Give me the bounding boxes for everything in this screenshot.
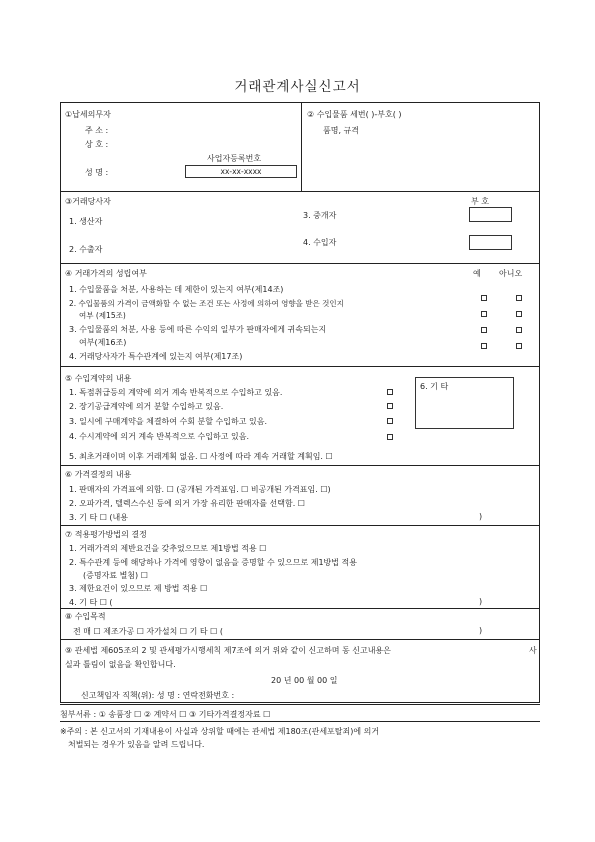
divider: [61, 608, 539, 609]
price-condition-item: 4. 거래당사자가 특수관계에 있는지 여부(제17조): [69, 352, 243, 361]
contract-checkbox[interactable]: [387, 403, 393, 409]
business-number-label: 사업자등록번호: [207, 154, 262, 163]
importer-code-field[interactable]: [469, 235, 512, 250]
price-condition-item: 2. 수입물품의 가격이 금액화할 수 없는 조건 또는 사정에 의하여 영향을 받은 것인지: [69, 299, 344, 308]
address-label: 주 소 :: [85, 126, 109, 135]
contract-checkbox[interactable]: [387, 418, 393, 424]
import-purpose-options: 전 매 ☐ 제조가공 ☐ 자가설치 ☐ 기 타 ☐ (: [73, 627, 223, 636]
declaration-form: [60, 102, 540, 703]
producer-label: 1. 생산자: [69, 217, 103, 226]
name-label: 성 명 :: [85, 168, 109, 177]
price-decision-item: 3. 기 타 ☐ (내용: [69, 513, 129, 522]
closing-paren: ): [479, 626, 483, 635]
contract-checkbox[interactable]: [387, 389, 393, 395]
attachments-bottom-rule: [60, 721, 540, 722]
yes-checkbox[interactable]: [481, 311, 487, 317]
no-column-label: 아니오: [499, 269, 523, 278]
contract-item: 4. 수시계약에 의거 계속 반복적으로 수입하고 있음.: [69, 432, 249, 441]
declaration-statement-end: 사: [529, 646, 537, 655]
valuation-item: 4. 기 타 ☐ (: [69, 598, 113, 607]
importer-label: 4. 수입자: [303, 238, 337, 247]
divider: [61, 366, 539, 367]
broker-label: 3. 중개자: [303, 211, 337, 220]
valuation-item: 2. 특수관계 등에 해당하나 가격에 영향이 없음을 증명할 수 있으므로 제1방법 적용: [69, 558, 357, 567]
no-checkbox[interactable]: [516, 327, 522, 333]
yes-checkbox[interactable]: [481, 295, 487, 301]
warning-note-cont: 처벌되는 경우가 있음을 알려 드립니다.: [68, 740, 205, 749]
code-column-label: 부 호: [471, 197, 489, 206]
no-checkbox[interactable]: [516, 311, 522, 317]
yes-column-label: 예: [473, 269, 481, 278]
company-label: 상 호 :: [85, 140, 109, 149]
other-contract-box[interactable]: [415, 377, 514, 429]
closing-paren: ): [479, 597, 483, 606]
closing-paren: ): [479, 512, 483, 521]
warning-note: ※주의 : 본 신고서의 기재내용이 사실과 상위할 때에는 관세법 제180조(관세포탈죄)에 의거: [60, 727, 380, 736]
section-1-2-divider: [301, 103, 302, 191]
divider: [61, 525, 539, 526]
broker-code-field[interactable]: [469, 207, 512, 222]
no-checkbox[interactable]: [516, 343, 522, 349]
divider: [61, 191, 539, 192]
yes-checkbox[interactable]: [481, 343, 487, 349]
exporter-label: 2. 수출자: [69, 245, 103, 254]
price-condition-item: 여부 (제15조): [79, 311, 126, 320]
valuation-item: (증명자료 별첨) ☐: [83, 571, 148, 580]
yes-checkbox[interactable]: [481, 327, 487, 333]
attachments-line: 첨부서류 : ① 송품장 ☐ ② 계약서 ☐ ③ 기타가격결정자료 ☐: [60, 710, 271, 719]
valuation-item: 1. 거래가격의 제반요건을 갖추었으므로 제1방법 적용 ☐: [69, 544, 267, 553]
reporter-info: 신고책임자 직책(위): 성 명 : 연락전화번호 :: [81, 691, 235, 700]
price-condition-item: 3. 수입물품의 처분, 사용 등에 따른 수익의 일부가 판매자에게 귀속되는지: [69, 325, 327, 334]
price-decision-heading: ⑥ 가격결정의 내용: [65, 470, 132, 479]
valuation-item: 3. 제한요건이 있으므로 제 방법 적용 ☐: [69, 584, 208, 593]
contract-item: 2. 장기공급계약에 의거 분할 수입하고 있음.: [69, 402, 224, 411]
attachments-top-rule: [60, 704, 540, 705]
import-contract-heading: ⑤ 수입계약의 내용: [65, 374, 132, 383]
no-checkbox[interactable]: [516, 295, 522, 301]
contract-item: 1. 독점취급등의 계약에 의거 계속 반복적으로 수입하고 있음.: [69, 388, 283, 397]
price-establishment-heading: ④ 거래가격의 성립여부: [65, 269, 147, 278]
document-title: 거래관계사실신고서: [234, 79, 361, 95]
trading-parties-heading: ③거래당사자: [65, 197, 111, 206]
import-goods-heading: ② 수입물품 세번( )-부호( ): [307, 110, 402, 119]
divider: [61, 465, 539, 466]
price-condition-item: 여부(제16조): [79, 338, 127, 347]
divider: [61, 639, 539, 640]
contract-checkbox[interactable]: [387, 434, 393, 440]
price-decision-item: 1. 판매자의 가격표에 의함. ☐ (공개된 가격표임. ☐ 비공개된 가격표임. ☐): [69, 485, 331, 494]
declaration-statement-cont: 실과 틀림이 없음을 확인합니다.: [65, 660, 176, 669]
taxpayer-heading: ①납세의무자: [65, 110, 111, 119]
contract-item-5: 5. 최초거래이며 이후 거래계획 없음. ☐ 사정에 따라 계속 거래할 계획임. ☐: [69, 452, 333, 461]
divider: [61, 263, 539, 264]
declaration-date: 20 년 00 월 00 일: [271, 676, 338, 685]
valuation-method-heading: ⑦ 적용평가방법의 결정: [65, 530, 147, 539]
contract-item: 3. 일시에 구매계약을 체결하여 수회 분할 수입하고 있음.: [69, 417, 267, 426]
other-contract-label: 6. 기 타: [420, 382, 449, 391]
business-number-field[interactable]: xx-xx-xxxx: [185, 165, 297, 178]
declaration-statement: ⑨ 관세법 제605조의 2 및 관세평가시행세칙 제7조에 의거 위와 같이 신고하며 동 신고내용은: [65, 646, 391, 655]
import-purpose-heading: ⑧ 수입목적: [65, 612, 106, 621]
item-spec-label: 품명, 규격: [323, 126, 359, 135]
price-condition-item: 1. 수입물품을 처분, 사용하는 데 제한이 있는지 여부(제14조): [69, 285, 284, 294]
price-decision-item: 2. 오파가격, 텔렉스수신 등에 의거 가장 유리한 판매자를 선택함. ☐: [69, 499, 305, 508]
